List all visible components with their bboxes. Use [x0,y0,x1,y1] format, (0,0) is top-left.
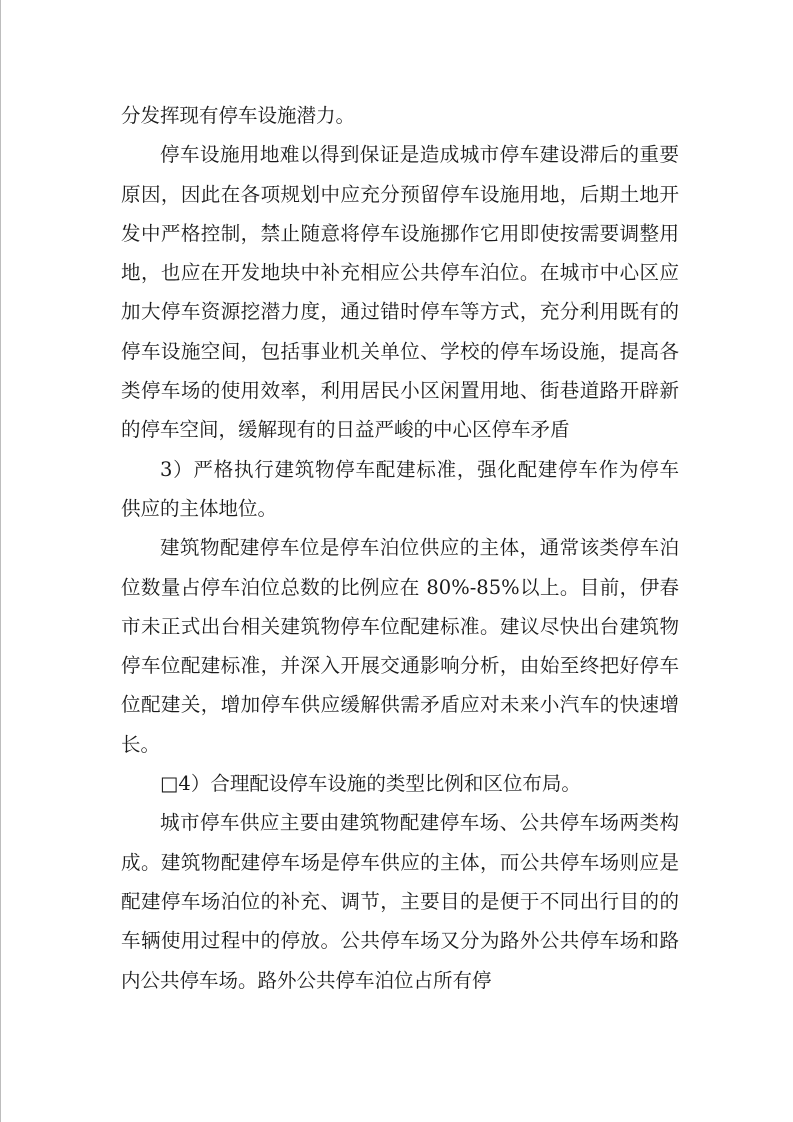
document-body [121,96,679,1000]
paragraph-heading-4: □4）合理配设停车设施的类型比例和区位布局。 [160,772,581,796]
paragraph-building-parking: 建筑物配建停车位是停车泊位供应的主体，通常该类停车泊位数量占停车泊位总数的比例应在 80%-85%以上。目前，伊春市未正式出台相关建筑物停车位配建标准。建议尽快出台建筑物停车位配建标准，并深入开展交通影响分析，由始至终把好停车位配建关，增加停车供应缓解供需矛盾应对未来小汽车的快速增长。 [121,536,679,756]
paragraph-parking-land: 停车设施用地难以得到保证是造成城市停车建设滞后的重要原因，因此在各项规划中应充分预留停车设施用地，后期土地开发中严格控制，禁止随意将停车设施挪作它用即使按需要调整用地，也应在开发地块中补充相应公共停车泊位。在城市中心区应加大停车资源挖潜力度，通过错时停车等方式，充分利用既有的停车设施空间，包括事业机关单位、学校的停车场设施，提高各类停车场的使用效率，利用居民小区闲置用地、街巷道路开辟新的停车空间，缓解现有的日益严峻的中心区停车矛盾 [121,143,679,442]
paragraph-heading-3: 3）严格执行建筑物停车配建标准，强化配建停车作为停车供应的主体地位。 [121,457,679,520]
paragraph-continuation: 分发挥现有停车设施潜力。 [121,104,356,127]
paragraph-parking-supply: 城市停车供应主要由建筑物配建停车场、公共停车场两类构成。建筑物配建停车场是停车供应的主体，而公共停车场则应是配建停车场泊位的补充、调节，主要目的是便于不同出行目的的车辆使用过程中的停放。公共停车场又分为路外公共停车场和路内公共停车场。路外公共停车泊位占所有停 [121,811,679,992]
